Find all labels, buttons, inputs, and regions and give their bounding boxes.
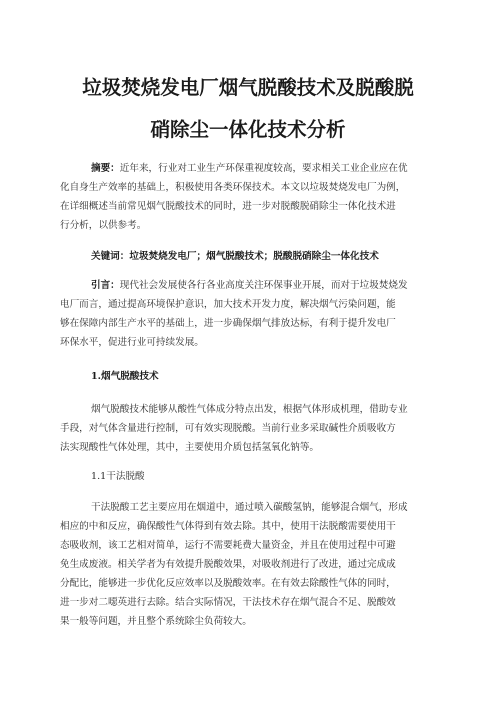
intro-label: 引言：: [91, 280, 120, 291]
section-1-line-2: 手段，对气体含量进行控制，可有效实现脱酸。当前行业多采取碱性介质吸收方: [60, 423, 396, 434]
section-1-heading: 1.烟气脱酸技术: [91, 371, 159, 382]
intro-line-4: 环保水平，促进行业可持续发展。: [60, 337, 204, 348]
abstract-line-2: 化自身生产效率的基础上，积极使用各类环保技术。本文以垃圾焚烧发电厂为例，: [60, 182, 406, 193]
intro-line-3: 够在保障内部生产水平的基础上，进一步确保烟气排放达标，有利于提升发电厂: [60, 318, 396, 329]
abstract-line-3: 在详细概述当前常见烟气脱酸技术的同时，进一步对脱酸脱硝除尘一体化技术进: [60, 201, 396, 212]
section-1-1-heading: 1.1干法脱酸: [91, 471, 145, 482]
section-1-line-1: 烟气脱酸技术能够从酸性气体成分特点出发，根据气体形成机理，借助专业: [91, 404, 408, 415]
intro-line-2: 电厂而言，通过提高环境保护意识，加大技术开发力度，解决烟气污染问题，能: [60, 299, 396, 310]
keywords: 关键词：垃圾焚烧发电厂；烟气脱酸技术；脱酸脱硝除尘一体化技术: [91, 251, 379, 262]
section-1-1-line-3: 态吸收剂，该工艺相对简单，运行不需要耗费大量资金，并且在使用过程中可避: [60, 540, 396, 551]
section-1-1-line-7: 果一般等问题，并且整个系统除尘负荷较大。: [60, 616, 252, 627]
title-line-1: 垃圾焚烧发电厂烟气脱酸技术及脱酸脱: [82, 76, 414, 99]
section-1-1-line-5: 分配比，能够进一步优化反应效率以及脱酸效率。在有效去除酸性气体的同时，: [60, 578, 396, 589]
intro-line-1: 引言：现代社会发展使各行各业高度关注环保事业开展，而对于垃圾焚烧发: [91, 280, 408, 291]
section-1-1-line-6: 进一步对二噁英进行去除。结合实际情况，干法技术存在烟气混合不足、脱酸效: [60, 597, 396, 608]
abstract-line-1: 摘要：近年来，行业对工业生产环保重视度较高，要求相关工业企业应在优: [91, 163, 408, 174]
section-1-1-line-2: 相应的中和反应，确保酸性气体得到有效去除。其中，使用干法脱酸需要使用干: [60, 521, 396, 532]
title-line-2: 硝除尘一体化技术分析: [150, 118, 346, 141]
section-1-line-3: 法实现酸性气体处理，其中，主要使用介质包括氢氧化钠等。: [60, 442, 320, 453]
section-1-1-line-1: 干法脱酸工艺主要应用在烟道中，通过喷入碳酸氢钠，能够混合烟气，形成: [91, 502, 408, 513]
section-1-1-line-4: 免生成废液。相关学者为有效提升脱酸效果，对吸收剂进行了改进，通过完成成: [60, 559, 396, 570]
abstract-line-4: 行分析，以供参考。: [60, 220, 147, 231]
abstract-label: 摘要：: [91, 163, 120, 174]
